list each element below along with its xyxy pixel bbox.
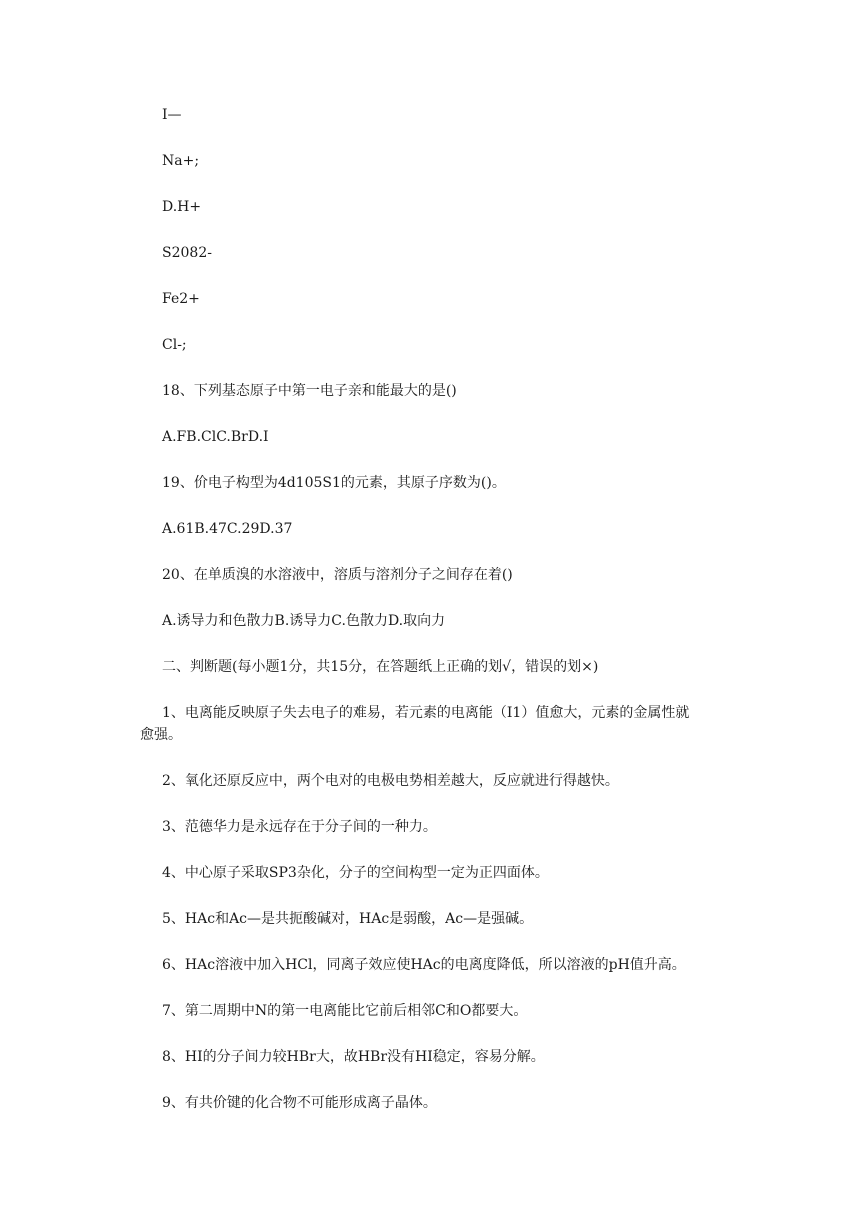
question-options: A.诱导力和色散力B.诱导力C.色散力D.取向力 <box>162 613 446 629</box>
judgment-item: 5、HAc和Ac—是共扼酸碱对，HAc是弱酸，Ac—是强碱。 <box>162 911 534 927</box>
question-stem: 19、价电子构型为4d105S1的元素，其原子序数为()。 <box>162 475 506 491</box>
fragment-line: I— <box>162 107 182 123</box>
judgment-item: 7、第二周期中N的第一电离能比它前后相邻C和O都要大。 <box>162 1003 528 1019</box>
fragment-line: Fe2+ <box>162 291 200 307</box>
section-heading: 二、判断题(每小题1分，共15分，在答题纸上正确的划√，错误的划×) <box>162 659 599 675</box>
judgment-item: 2、氧化还原反应中，两个电对的电极电势相差越大，反应就进行得越快。 <box>162 773 619 789</box>
judgment-item <box>140 702 782 746</box>
fragment-line: Na+; <box>162 153 200 169</box>
judgment-item-text: 1、电离能反映原子失去电子的难易，若元素的电离能（I1）值愈大，元素的金属性就 <box>162 705 690 721</box>
question-options: A.FB.ClC.BrD.I <box>162 429 269 445</box>
judgment-item: 3、范德华力是永远存在于分子间的一种力。 <box>162 819 437 835</box>
judgment-item: 8、HI的分子间力较HBr大，故HBr没有HI稳定，容易分解。 <box>162 1049 545 1065</box>
judgment-item: 6、HAc溶液中加入HCl，同离子效应使HAc的电离度降低，所以溶液的pH值升高。 <box>162 957 686 973</box>
fragment-line: D.H+ <box>162 199 202 215</box>
fragment-line: Cl-; <box>162 337 187 353</box>
question-options: A.61B.47C.29D.37 <box>162 521 293 537</box>
fragment-line: S2082- <box>162 245 212 261</box>
judgment-item-continuation: 愈强。 <box>140 727 182 743</box>
question-stem: 20、在单质溴的水溶液中，溶质与溶剂分子之间存在着() <box>162 567 513 583</box>
judgment-item: 4、中心原子采取SP3杂化，分子的空间构型一定为正四面体。 <box>162 865 549 881</box>
question-stem: 18、下列基态原子中第一电子亲和能最大的是() <box>162 383 457 399</box>
judgment-item: 9、有共价键的化合物不可能形成离子晶体。 <box>162 1095 437 1111</box>
